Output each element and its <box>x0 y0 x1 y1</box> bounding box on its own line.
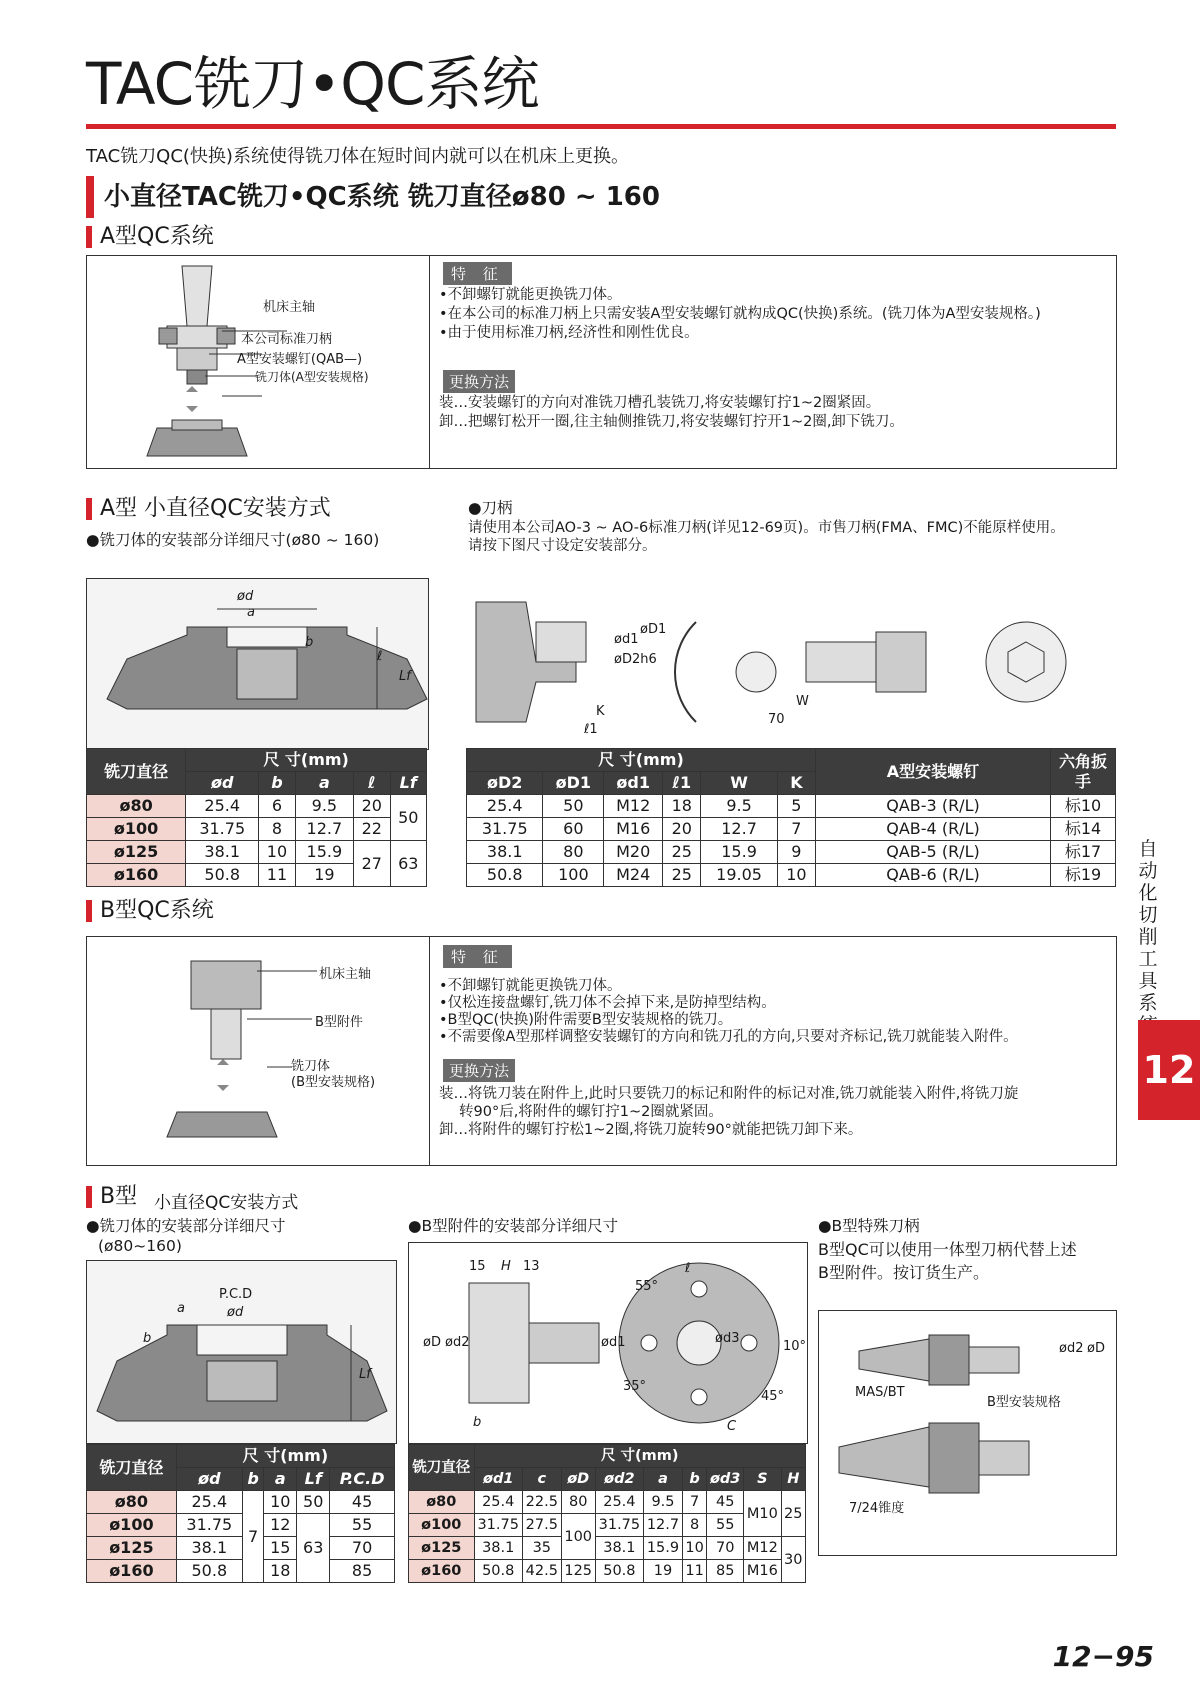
method-line: 装…安装螺钉的方向对准铣刀槽孔装铣刀,将安装螺钉拧1~2圈紧固。 <box>439 395 881 411</box>
dim-od3: ød3 <box>715 1331 740 1346</box>
table-row: ø125 38.1 10 15.9 27 63 <box>87 841 427 864</box>
dim-70: 70 <box>768 712 785 727</box>
table-row: ø125 38.1 35 38.1 15.9 10 70 M12 30 <box>409 1537 806 1560</box>
dim-15: 15 <box>469 1259 486 1274</box>
heading-bar <box>86 176 94 218</box>
main-heading: 小直径TAC铣刀•QC系统 铣刀直径ø80 ~ 160 <box>104 182 660 212</box>
b-mount-heading: B型 <box>100 1184 138 1209</box>
table-row: ø100 31.75 27.5 100 31.75 12.7 8 55 <box>409 1514 806 1537</box>
shank-drawing <box>466 582 1116 742</box>
table-row: 38.1 80 M20 25 15.9 9 QAB-5 (R/L) 标17 <box>467 841 1116 864</box>
method-tag: 更换方法 <box>443 370 515 393</box>
feature-tag: 特 征 <box>443 945 512 968</box>
chapter-badge: 12 <box>1138 1020 1200 1120</box>
label-mas: MAS/BT <box>855 1385 905 1400</box>
table-b-body: 铣刀直径 尺 寸(mm) ød b a Lf P.C.D ø80 25.4 7 10 50 45 ø100 31.75 12 63 55 ø125 38.1 15 70 ø160 50.8 18 85 <box>86 1444 395 1583</box>
shank-line: 请使用本公司AO-3 ~ AO-6标准刀柄(详见12-69页)。市售刀柄(FMA、FMC)不能原样使用。 <box>468 520 1065 536</box>
dim-45: 45° <box>761 1389 785 1404</box>
b-col3-line: B型附件。按订货生产。 <box>818 1263 989 1282</box>
label-spindle: 机床主轴 <box>263 300 316 315</box>
title-rule <box>86 124 1116 129</box>
b-col3-line: B型QC可以使用一体型刀柄代替上述 <box>818 1240 1077 1259</box>
feature-line: •不需要像A型那样调整安装螺钉的方向和铣刀孔的方向,只要对齐标记,铣刀就能装入附件。 <box>439 1029 1018 1045</box>
dim-a: a <box>247 605 255 620</box>
label-b-spec: (B型安装规格) <box>291 1075 376 1090</box>
table-row: ø160 50.8 42.5 125 50.8 19 11 85 M16 <box>409 1560 806 1583</box>
dim-l: ℓ <box>377 649 383 664</box>
dim-c3-od2: ød2 <box>1059 1341 1084 1356</box>
a-mount-bar <box>86 498 92 520</box>
dim-b-b: b <box>143 1331 152 1346</box>
label-taper: 7/24锥度 <box>849 1501 905 1516</box>
dim-b-b2: b <box>473 1415 482 1430</box>
label-body: 铣刀体(A型安装规格) <box>255 370 369 384</box>
b-col3-title: ●B型特殊刀柄 <box>818 1217 920 1235</box>
dim-b-od2: ød2 <box>445 1335 470 1350</box>
dim-c: C <box>727 1419 737 1434</box>
label-b-spindle: 机床主轴 <box>319 967 372 982</box>
b-body-drawing <box>86 1260 397 1444</box>
dim-w: W <box>796 694 809 709</box>
b-special-holder-drawing <box>818 1310 1117 1556</box>
feature-line: •不卸螺钉就能更换铣刀体。 <box>439 287 622 303</box>
section-b-figure <box>87 937 430 1165</box>
intro-text: TAC铣刀QC(快换)系统使得铣刀体在短时间内就可以在机床上更换。 <box>86 146 629 167</box>
a-mount-heading: A型 小直径QC安装方式 <box>100 496 331 521</box>
dim-b-lf: Lf <box>359 1367 371 1382</box>
dim-b-od1: ød1 <box>601 1335 626 1350</box>
feature-line: •B型QC(快换)附件需要B型安装规格的铣刀。 <box>439 1012 733 1028</box>
section-b-heading: B型QC系统 <box>100 898 214 923</box>
section-a-figure <box>87 256 430 468</box>
dim-od1: ød1 <box>614 632 639 647</box>
section-b-box <box>86 936 1117 1166</box>
table-row: ø125 38.1 15 70 <box>87 1537 395 1560</box>
a-mount-sub: ●铣刀体的安装部分详细尺寸(ø80 ~ 160) <box>86 531 380 549</box>
dim-b-l: ℓ <box>685 1261 691 1276</box>
dim-b: b <box>305 635 314 650</box>
method-line: 卸…把螺钉松开一圈,往主轴侧推铣刀,将安装螺钉拧开1~2圈,卸下铣刀。 <box>439 414 904 430</box>
th-dims: 尺 寸(mm) <box>186 749 427 772</box>
dim-13: 13 <box>523 1259 540 1274</box>
section-a-box <box>86 255 1117 469</box>
b-mount-bar <box>86 1186 92 1208</box>
th-dia: 铣刀直径 <box>87 749 186 795</box>
dim-b-od: ød <box>227 1305 244 1320</box>
side-category-text: 自动化切削工具系 <box>1138 838 1158 1014</box>
page-title: TAC铣刀•QC系统 <box>86 50 539 118</box>
shank-line: 请按下图尺寸设定安装部分。 <box>468 538 657 554</box>
method-tag: 更换方法 <box>443 1059 515 1082</box>
table-row: 31.75 60 M16 20 12.7 7 QAB-4 (R/L) 标14 <box>467 818 1116 841</box>
label-holder: 本公司标准刀柄 <box>241 332 333 347</box>
label-b-spec2: B型安装规格 <box>987 1395 1061 1410</box>
label-b-body: 铣刀体 <box>291 1059 331 1074</box>
shank-title: ●刀柄 <box>468 499 513 517</box>
table-row: ø100 31.75 8 12.7 22 <box>87 818 427 841</box>
dim-oD1: øD1 <box>640 622 667 637</box>
feature-line: •在本公司的标准刀柄上只需安装A型安装螺钉就构成QC(快换)系统。(铣刀体为A型安装规格。) <box>439 306 1041 322</box>
table-row: ø80 25.4 6 9.5 20 50 <box>87 795 427 818</box>
table-row: 25.4 50 M12 18 9.5 5 QAB-3 (R/L) 标10 <box>467 795 1116 818</box>
table-row: ø160 50.8 11 19 <box>87 864 427 887</box>
table-b-attachment: 铣刀直径 尺 寸(mm) ød1 c øD ød2 a b ød3 S H ø80 25.4 22.5 80 25.4 9.5 7 45 M10 25 ø100 31.75 27.5 100 31.75 12.7 8 55 ø125 38.1 35 38.1 15.9 10 70 M12 30 ø160 50.8 42.5 125 50.8 19 11 85 M16 <box>408 1444 806 1583</box>
b-attachment-drawing <box>408 1242 808 1444</box>
dim-lf: Lf <box>399 669 411 684</box>
dim-c3-oD: øD <box>1087 1341 1105 1356</box>
table-row: ø100 31.75 12 63 55 <box>87 1514 395 1537</box>
a-body-drawing <box>86 578 429 750</box>
dim-k: K <box>596 704 605 719</box>
dim-b-oD: øD <box>423 1335 441 1350</box>
section-a-bar <box>86 226 92 248</box>
dim-b-a: a <box>177 1301 185 1316</box>
table-row: ø80 25.4 7 10 50 45 <box>87 1491 395 1514</box>
dim-55: 55° <box>635 1279 659 1294</box>
feature-line: •由于使用标准刀柄,经济性和刚性优良。 <box>439 325 699 341</box>
table-a-shank: 尺 寸(mm) A型安装螺钉 六角扳手 øD2 øD1 ød1 ℓ1 W K 25.4 50 M12 18 9.5 5 QAB-3 (R/L) 标10 31.75 60 M16 20 12.7 7 QAB-4 (R/L) 标14 38.1 80 M20 25 15.9 9 QAB-5 (R/L) 标17 50.8 100 M24 25 19.05 10 QAB-6 (R/L) 标19 <box>466 748 1116 887</box>
method-line: 转90°后,将附件的螺钉拧1~2圈就紧固。 <box>459 1104 723 1120</box>
b-mount-sub-heading: 小直径QC安装方式 <box>154 1193 299 1213</box>
dim-l1: ℓ1 <box>584 722 598 737</box>
table-row: ø80 25.4 22.5 80 25.4 9.5 7 45 M10 25 <box>409 1491 806 1514</box>
feature-line: •不卸螺钉就能更换铣刀体。 <box>439 978 622 994</box>
b-col2-title: ●B型附件的安装部分详细尺寸 <box>408 1217 619 1235</box>
label-screw: A型安装螺钉(QAB—) <box>237 352 363 367</box>
table-a-body: 铣刀直径 尺 寸(mm) ød b a ℓ Lf ø80 25.4 6 9.5 20 50 ø100 31.75 8 12.7 22 ø125 38.1 10 15.9 27 63 ø160 50.8 11 19 <box>86 748 427 887</box>
dim-od: ød <box>237 589 254 604</box>
dim-10: 10° <box>783 1339 807 1354</box>
feature-tag: 特 征 <box>443 262 512 285</box>
page-number: 12−95 <box>1052 1640 1154 1673</box>
section-b-bar <box>86 900 92 922</box>
method-line: 装…将铣刀装在附件上,此时只要铣刀的标记和附件的标记对准,铣刀就能装入附件,将铣刀旋 <box>439 1086 1019 1102</box>
feature-line: •仅松连接盘螺钉,铣刀体不会掉下来,是防掉型结构。 <box>439 995 776 1011</box>
b-type-assembly-drawing <box>87 937 429 1165</box>
label-b-attachment: B型附件 <box>315 1015 363 1030</box>
dim-od2: øD2h6 <box>614 652 657 667</box>
dim-pcd: P.C.D <box>219 1287 253 1302</box>
table-row: 50.8 100 M24 25 19.05 10 QAB-6 (R/L) 标19 <box>467 864 1116 887</box>
table-row: ø160 50.8 18 85 <box>87 1560 395 1583</box>
dim-h: H <box>501 1259 511 1274</box>
dim-35: 35° <box>623 1379 647 1394</box>
method-line: 卸…将附件的螺钉拧松1~2圈,将铣刀旋转90°就能把铣刀卸下来。 <box>439 1122 863 1138</box>
b-col1-title: ●铣刀体的安装部分详细尺寸 <box>86 1217 286 1235</box>
b-col1-sub: (ø80~160) <box>98 1237 182 1255</box>
section-a-heading: A型QC系统 <box>100 224 214 249</box>
